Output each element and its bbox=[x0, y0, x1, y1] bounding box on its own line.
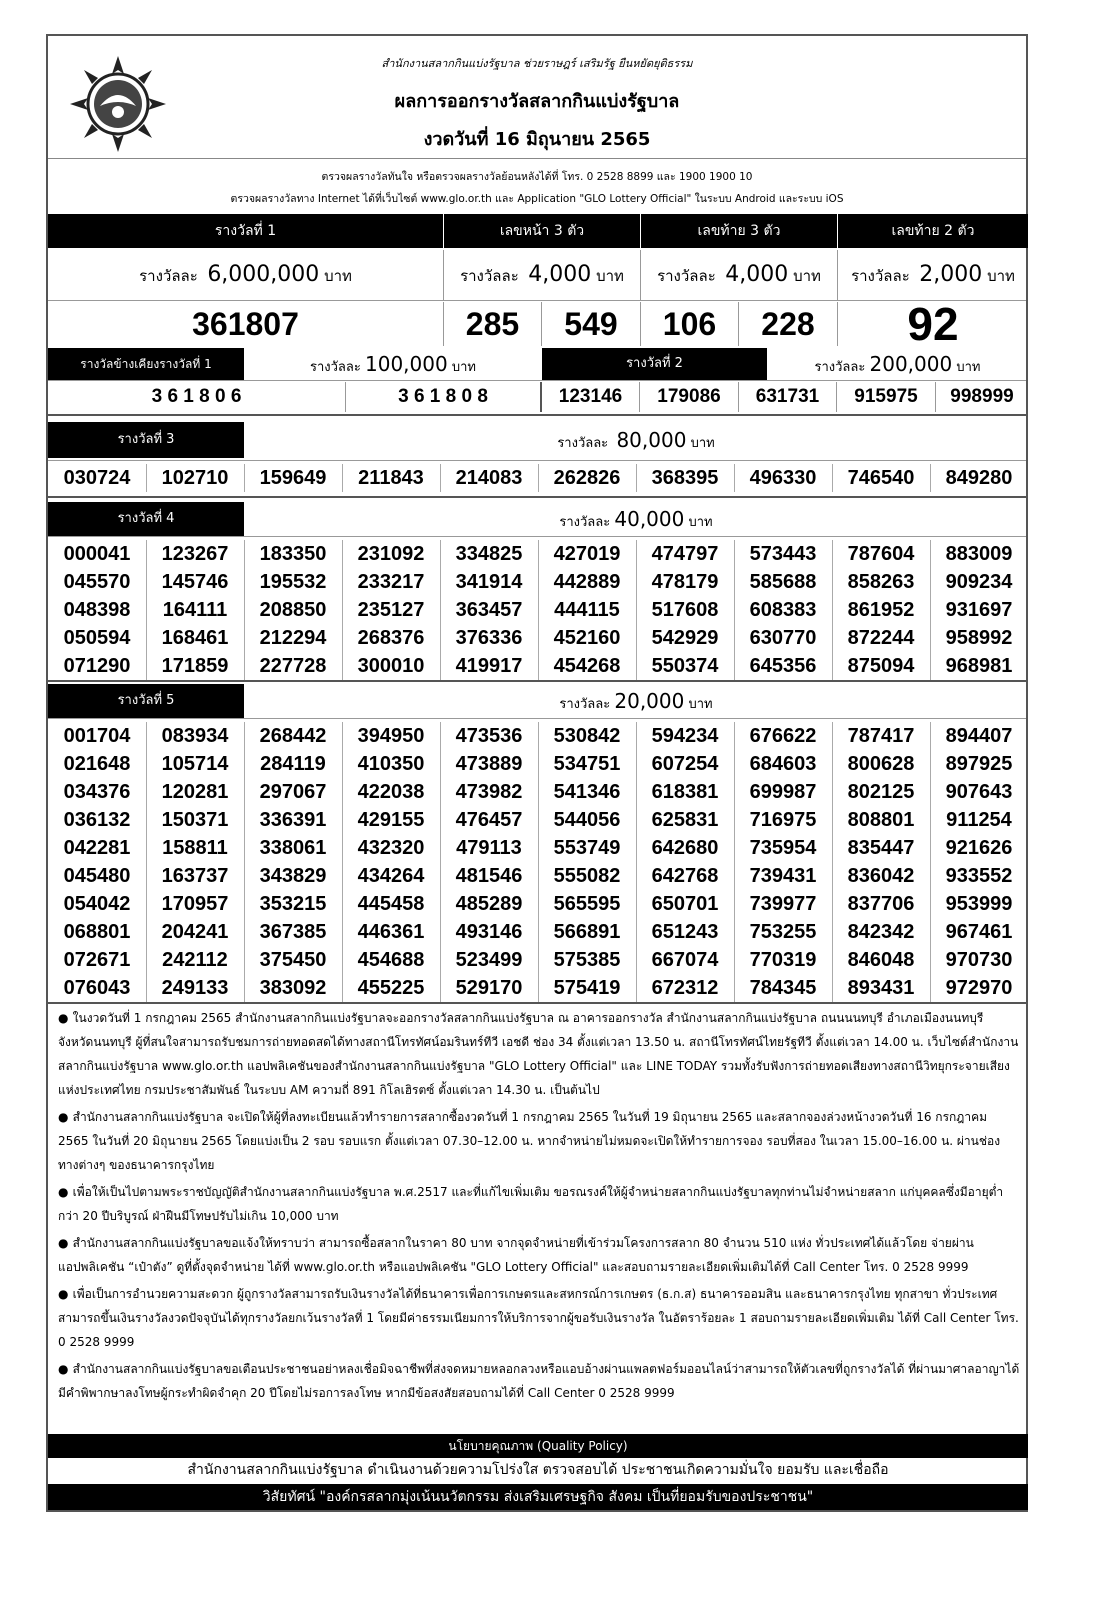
fifth-prize-grid bbox=[48, 722, 1030, 1002]
prize-number: 001704 bbox=[63, 725, 131, 747]
lottery-result-sheet bbox=[46, 34, 1028, 1512]
prize-number: 911254 bbox=[946, 809, 1012, 831]
prize-number: 485289 bbox=[455, 893, 523, 915]
prize-number: 699987 bbox=[749, 781, 817, 803]
prize-number: 427019 bbox=[553, 543, 621, 565]
prize-number: 363457 bbox=[455, 599, 523, 621]
prize-number: 607254 bbox=[651, 753, 719, 775]
prize-number: 573443 bbox=[749, 543, 817, 565]
prize-number: 068801 bbox=[63, 921, 131, 943]
prize-number: 454688 bbox=[357, 949, 425, 971]
prize-number: 262826 bbox=[553, 467, 621, 489]
prize-row bbox=[48, 722, 1030, 750]
prize-number: 565595 bbox=[553, 893, 621, 915]
prize-row bbox=[48, 974, 1030, 1002]
fifth-prize-label: รางวัลที่ 5 bbox=[48, 684, 244, 718]
prize-number: 970730 bbox=[945, 949, 1013, 971]
grid-divider bbox=[832, 540, 833, 680]
back3-number-2: 228 bbox=[739, 302, 838, 346]
prize-number: 846048 bbox=[847, 949, 915, 971]
prize-number: 235127 bbox=[357, 599, 425, 621]
note-item bbox=[58, 1231, 1020, 1279]
prize-number: 523499 bbox=[455, 949, 523, 971]
prize-number: 334825 bbox=[455, 543, 523, 565]
draw-date: งวดวันที่ 16 มิถุนายน 2565 bbox=[423, 129, 651, 150]
prize-number: 368395 bbox=[651, 467, 719, 489]
prize-number: 530842 bbox=[553, 725, 621, 747]
grid-divider bbox=[538, 722, 539, 1002]
prize-number: 036132 bbox=[63, 809, 131, 831]
prize-number: 442889 bbox=[553, 571, 621, 593]
divider bbox=[48, 414, 1026, 416]
second-prize-number: 123146 bbox=[542, 382, 640, 412]
prize-number: 575385 bbox=[553, 949, 621, 971]
prize-number: 625831 bbox=[651, 809, 719, 831]
page-title: ผลการออกรางวัลสลากกินแบ่งรัฐบาล bbox=[394, 91, 680, 112]
prize-number: 048398 bbox=[63, 599, 131, 621]
prize-number: 367385 bbox=[259, 921, 327, 943]
bullet-icon: ● bbox=[58, 1110, 73, 1124]
prize-number: 493146 bbox=[455, 921, 523, 943]
prize-number: 204241 bbox=[161, 921, 229, 943]
prize-number: 454268 bbox=[553, 655, 621, 677]
prize-number: 383092 bbox=[259, 977, 327, 999]
prize-number: 872244 bbox=[847, 627, 915, 649]
prize-number: 452160 bbox=[553, 627, 621, 649]
near-first-number-1: 3 6 1 8 0 6 bbox=[48, 382, 346, 412]
prize-row bbox=[48, 806, 1030, 834]
first-prize-label: รางวัลที่ 1 bbox=[48, 214, 444, 248]
prize-number: 541346 bbox=[553, 781, 621, 803]
prize-number: 650701 bbox=[651, 893, 719, 915]
prize-number: 496330 bbox=[749, 467, 817, 489]
grid-divider bbox=[636, 540, 637, 680]
note-text: สำนักงานสลากกินแบ่งรัฐบาล จะเปิดให้ผู้ที่ลงทะเบียนแล้วทำรายการสลากซื้องวดวันที่ 1 กรกฎาคม 2565 ในวันที่ 19 มิถุนายน 2565 และสลากจองล่วงหน้างวดวันที่ 16 กรกฎาคม 2565 ในวันที่ 20 มิถุนายน 2565 โดยแบ่งเป็น 2 รอบ รอบแรก ตั้งแต่เวลา 07.30–12.00 น. หากจำหน่ายไม่หมดจะเปิดให้ทำรายการจอง รอบที่สอง ในเวลา 15.00–16.00 น. ผ่านช่องทางต่างๆ ของธนาคารกรุงไทย bbox=[58, 1110, 1001, 1172]
first-prize-amount: รางวัลละ 6,000,000 บาท bbox=[48, 250, 444, 300]
grid-divider bbox=[930, 722, 931, 1002]
prize-number: 083934 bbox=[161, 725, 229, 747]
prize-row bbox=[48, 568, 1030, 596]
divider bbox=[48, 680, 1026, 682]
note-item bbox=[58, 1282, 1020, 1354]
prize-number: 476457 bbox=[455, 809, 523, 831]
divider bbox=[48, 496, 1026, 498]
note-item bbox=[58, 1180, 1020, 1228]
prize-number: 045480 bbox=[63, 865, 131, 887]
grid-divider bbox=[146, 540, 147, 680]
note-item bbox=[58, 1105, 1020, 1177]
divider bbox=[48, 718, 1026, 719]
second-prize-number: 179086 bbox=[640, 382, 739, 412]
prize-number: 479113 bbox=[456, 837, 522, 859]
note-text: เพื่อเป็นการอำนวยความสะดวก ผู้ถูกรางวัลสามารถรับเงินรางวัลได้ที่ธนาคารเพื่อการเกษตรและสหกรณ์การเกษตร (ธ.ก.ส) ธนาคารออมสิน และธนาคารกรุงไทย ทุกสาขา ทั่วประเทศ สามารถขึ้นเงินรางวัลงวดปัจจุบันได้ทุกรางวัลยกเว้นรางวัลที่ 1 โดยมีค่าธรรมเนียมการให้บริการจากผู้ขอรับเงินรางวัล ในอัตราร้อยละ 1 สอบถามรายละเอียดเพิ่มเติม ได้ที่ Call Center โทร. 0 2528 9999 bbox=[58, 1287, 1019, 1349]
check-phone-text: ตรวจผลรางวัลทันใจ หรือตรวจผลรางวัลย้อนหลังได้ที่ โทร. 0 2528 8899 และ 1900 1900 10 bbox=[321, 171, 753, 183]
prize-number: 195532 bbox=[259, 571, 327, 593]
grid-divider bbox=[342, 464, 343, 492]
prize-row bbox=[48, 918, 1030, 946]
prize-number: 893431 bbox=[847, 977, 915, 999]
prize-number: 753255 bbox=[749, 921, 817, 943]
prize-number: 376336 bbox=[455, 627, 523, 649]
bullet-icon: ● bbox=[58, 1185, 73, 1199]
prize-number: 897925 bbox=[945, 753, 1013, 775]
prize-number: 145746 bbox=[161, 571, 229, 593]
note-text: ในงวดวันที่ 1 กรกฎาคม 2565 สำนักงานสลากกินแบ่งรัฐบาลจะออกรางวัลสลากกินแบ่งรัฐบาล ณ อาคารออกรางวัล สำนักงานสลากกินแบ่งรัฐบาล ถนนนนทบุรี อำเภอเมืองนนทบุรี จังหวัดนนทบุรี ผู้ที่สนใจสามารถรับชมการถ่ายทอดสดได้ทางสถานีโทรทัศน์อมรินทร์ทีวี เอชดี ช่อง 34 ตั้งแต่เวลา 13.50 น. สถานีโทรทัศน์ไทยรัฐทีวี ตั้งแต่เวลา 14.00 น. เว็บไซต์สำนักงานสลากกินแบ่งรัฐบาล www.glo.or.th แอปพลิเคชันของสำนักงานสลากกินแบ่งรัฐบาล "GLO Lottery Official" และ LINE TODAY รวมทั้งรับฟังการถ่ายทอดเสียงทางสถานีวิทยุกระจายเสียงแห่งประเทศไทย กรมประชาสัมพันธ์ ในระบบ AM ความถี่ 891 กิโลเฮิรตซ์ ตั้งแต่เวลา 14.30 น. เป็นต้นไป bbox=[58, 1011, 1019, 1097]
prize-number: 375450 bbox=[259, 949, 327, 971]
prize-number: 212294 bbox=[259, 627, 327, 649]
prize-number: 784345 bbox=[749, 977, 817, 999]
prize-number: 159649 bbox=[259, 467, 327, 489]
divider bbox=[48, 1002, 1026, 1004]
prize-number: 030724 bbox=[63, 467, 131, 489]
grid-divider bbox=[244, 722, 245, 1002]
prize-number: 168461 bbox=[161, 627, 229, 649]
org-motto: สำนักงานสลากกินแบ่งรัฐบาล ช่วยราษฎร์ เสริมรัฐ ยืนหยัดยุติธรรม bbox=[381, 57, 693, 70]
divider bbox=[48, 536, 1026, 537]
second-prize-number: 631731 bbox=[739, 382, 837, 412]
prize-number: 341914 bbox=[455, 571, 523, 593]
prize-number: 034376 bbox=[63, 781, 131, 803]
prize-number: 071290 bbox=[63, 655, 131, 677]
prize-number: 555082 bbox=[553, 865, 621, 887]
grid-divider bbox=[342, 722, 343, 1002]
note-item bbox=[58, 1006, 1020, 1102]
front3-number-2: 549 bbox=[542, 302, 641, 346]
grid-divider bbox=[146, 722, 147, 1002]
prize-number: 770319 bbox=[749, 949, 817, 971]
prize-number: 645356 bbox=[749, 655, 817, 677]
prize-number: 481546 bbox=[455, 865, 523, 887]
prize-number: 746540 bbox=[847, 467, 915, 489]
prize-number: 883009 bbox=[945, 543, 1013, 565]
fourth-prize-label: รางวัลที่ 4 bbox=[48, 502, 244, 536]
prize-number: 170957 bbox=[161, 893, 229, 915]
prize-number: 233217 bbox=[357, 571, 425, 593]
prize-number: 672312 bbox=[651, 977, 719, 999]
second-prize-numbers bbox=[542, 382, 1028, 412]
prize-number: 042281 bbox=[63, 837, 131, 859]
note-item bbox=[58, 1357, 1020, 1405]
grid-divider bbox=[146, 464, 147, 492]
prize-row bbox=[48, 464, 1030, 492]
prize-number: 608383 bbox=[749, 599, 817, 621]
prize-number: 410350 bbox=[357, 753, 425, 775]
prize-number: 907643 bbox=[945, 781, 1013, 803]
bullet-icon: ● bbox=[58, 1236, 73, 1250]
prize-number: 894407 bbox=[945, 725, 1013, 747]
near-first-label: รางวัลข้างเคียงรางวัลที่ 1 bbox=[48, 348, 244, 380]
grid-divider bbox=[636, 722, 637, 1002]
prize-number: 054042 bbox=[63, 893, 131, 915]
prize-number: 353215 bbox=[259, 893, 327, 915]
prize-number: 072671 bbox=[63, 949, 131, 971]
prize-row bbox=[48, 862, 1030, 890]
prize-number: 455225 bbox=[357, 977, 425, 999]
fourth-prize-grid bbox=[48, 540, 1030, 680]
second-prize-number: 915975 bbox=[837, 382, 936, 412]
prize-number: 419917 bbox=[455, 655, 523, 677]
prize-number: 909234 bbox=[945, 571, 1013, 593]
prize-number: 739977 bbox=[749, 893, 817, 915]
check-internet-text: ตรวจผลรางวัลทาง Internet ได้ที่เว็บไซต์ www.glo.or.th และ Application "GLO Lottery Official" ในระบบ Android และระบบ iOS bbox=[230, 193, 844, 205]
prize-number: 300010 bbox=[357, 655, 425, 677]
prize-number: 208850 bbox=[259, 599, 327, 621]
prize-number: 249133 bbox=[161, 977, 229, 999]
prize-number: 967461 bbox=[945, 921, 1013, 943]
prize-row bbox=[48, 750, 1030, 778]
prize-number: 849280 bbox=[945, 467, 1013, 489]
prize-number: 676622 bbox=[749, 725, 817, 747]
quality-policy-label: นโยบายคุณภาพ (Quality Policy) bbox=[48, 1434, 1028, 1458]
second-prize-label: รางวัลที่ 2 bbox=[542, 348, 767, 380]
bullet-icon: ● bbox=[58, 1362, 73, 1376]
prize-number: 171859 bbox=[161, 655, 229, 677]
prize-number: 284119 bbox=[260, 753, 326, 775]
prize-number: 123267 bbox=[161, 543, 229, 565]
back3-amount: รางวัลละ 4,000 บาท bbox=[641, 250, 838, 300]
third-prize-grid bbox=[48, 464, 1030, 494]
prize-number: 837706 bbox=[847, 893, 915, 915]
prize-number: 338061 bbox=[259, 837, 327, 859]
prize-row bbox=[48, 778, 1030, 806]
prize-number: 630770 bbox=[749, 627, 817, 649]
prize-number: 529170 bbox=[455, 977, 523, 999]
prize-number: 163737 bbox=[161, 865, 229, 887]
grid-divider bbox=[244, 464, 245, 492]
grid-divider bbox=[440, 722, 441, 1002]
prize-number: 787417 bbox=[847, 725, 915, 747]
prize-number: 000041 bbox=[63, 543, 131, 565]
grid-divider bbox=[832, 722, 833, 1002]
prize-number: 434264 bbox=[357, 865, 425, 887]
prize-number: 422038 bbox=[357, 781, 425, 803]
prize-number: 478179 bbox=[651, 571, 719, 593]
third-prize-amount: รางวัลละ 80,000 บาท bbox=[557, 428, 715, 452]
back2-number: 92 bbox=[907, 298, 959, 350]
prize-number: 566891 bbox=[553, 921, 621, 943]
note-text: สำนักงานสลากกินแบ่งรัฐบาลขอเตือนประชาชนอย่าหลงเชื่อมิจฉาชีพที่ส่งจดหมายหลอกลวงหรือแอบอ้างผ่านแพลตฟอร์มออนไลน์ว่าสามารถให้ตัวเลขที่ถูกรางวัลได้ ที่ผ่านมาศาลอาญาได้มีคำพิพากษาลงโทษผู้กระทำผิดจำคุก 20 ปีโดยไม่รอการลงโทษ หากมีข้อสงสัยสอบถามได้ที่ Call Center 0 2528 9999 bbox=[58, 1362, 1020, 1400]
prize-number: 544056 bbox=[553, 809, 621, 831]
prize-number: 858263 bbox=[847, 571, 915, 593]
prize-number: 875094 bbox=[847, 655, 915, 677]
prize-number: 550374 bbox=[651, 655, 719, 677]
grid-divider bbox=[832, 464, 833, 492]
prize-number: 534751 bbox=[553, 753, 621, 775]
prize-number: 214083 bbox=[455, 467, 523, 489]
prize-number: 211843 bbox=[358, 467, 424, 489]
prize-number: 716975 bbox=[749, 809, 817, 831]
prize-number: 953999 bbox=[945, 893, 1013, 915]
note-text: เพื่อให้เป็นไปตามพระราชบัญญัติสำนักงานสลากกินแบ่งรัฐบาล พ.ศ.2517 และที่แก้ไขเพิ่มเติม ขอรณรงค์ให้ผู้จำหน่ายสลากกินแบ่งรัฐบาลทุกท่านไม่จำหน่ายสลาก แก่บุคคลซึ่งมีอายุต่ำกว่า 20 ปีบริบูรณ์ ฝ่าฝืนมีโทษปรับไม่เกิน 10,000 บาท bbox=[58, 1185, 1004, 1223]
back3-label: เลขท้าย 3 ตัว bbox=[641, 214, 838, 248]
grid-divider bbox=[734, 722, 735, 1002]
prize-number: 158811 bbox=[162, 837, 228, 859]
back3-number-1: 106 bbox=[641, 302, 739, 346]
announcement-notes bbox=[58, 1006, 1020, 1408]
prize-number: 618381 bbox=[651, 781, 719, 803]
prize-number: 183350 bbox=[259, 543, 327, 565]
prize-number: 933552 bbox=[945, 865, 1013, 887]
divider bbox=[48, 460, 1026, 461]
prize-number: 045570 bbox=[63, 571, 131, 593]
grid-divider bbox=[244, 540, 245, 680]
prize-number: 432320 bbox=[357, 837, 425, 859]
prize-number: 150371 bbox=[161, 809, 229, 831]
prize-number: 105714 bbox=[161, 753, 229, 775]
prize-row bbox=[48, 890, 1030, 918]
first-prize-number: 361807 bbox=[48, 302, 444, 346]
prize-number: 473536 bbox=[455, 725, 523, 747]
prize-number: 861952 bbox=[847, 599, 915, 621]
prize-number: 735954 bbox=[749, 837, 817, 859]
second-prize-amount: รางวัลละ 200,000 บาท bbox=[814, 352, 981, 376]
prize-number: 808801 bbox=[847, 809, 915, 831]
third-prize-label: รางวัลที่ 3 bbox=[48, 422, 244, 458]
grid-divider bbox=[734, 464, 735, 492]
prize-number: 968981 bbox=[945, 655, 1013, 677]
prize-number: 802125 bbox=[847, 781, 915, 803]
grid-divider bbox=[342, 540, 343, 680]
prize-number: 958992 bbox=[945, 627, 1013, 649]
grid-divider bbox=[636, 464, 637, 492]
prize-number: 473889 bbox=[455, 753, 523, 775]
prize-number: 164111 bbox=[162, 599, 228, 621]
prize-number: 445458 bbox=[357, 893, 425, 915]
note-text: สำนักงานสลากกินแบ่งรัฐบาลขอแจ้งให้ทราบว่า สามารถซื้อสลากในราคา 80 บาท จากจุดจำหน่ายที่เข้าร่วมโครงการสลาก 80 จำนวน 510 แห่ง ทั่วประเทศได้แล้วโดย จ่ายผ่านแอปพลิเคชัน “เป๋าตัง” ดูที่ตั้งจุดจำหน่าย ได้ที่ www.glo.or.th หรือแอปพลิเคชัน "GLO Lottery Official" และสอบถามรายละเอียดเพิ่มเติมได้ที่ Call Center โทร. 0 2528 9999 bbox=[58, 1236, 974, 1274]
bullet-icon: ● bbox=[58, 1011, 73, 1025]
prize-number: 021648 bbox=[63, 753, 131, 775]
quality-policy-text: สำนักงานสลากกินแบ่งรัฐบาล ดำเนินงานด้วยความโปร่งใส ตรวจสอบได้ ประชาชนเกิดความมั่นใจ ยอมรับ และเชื่อถือ bbox=[187, 1462, 889, 1478]
near-first-number-2: 3 6 1 8 0 8 bbox=[346, 382, 542, 412]
grid-divider bbox=[440, 464, 441, 492]
prize-number: 575419 bbox=[553, 977, 621, 999]
back2-label: เลขท้าย 2 ตัว bbox=[838, 214, 1028, 248]
prize-number: 842342 bbox=[847, 921, 915, 943]
grid-divider bbox=[734, 540, 735, 680]
prize-number: 517608 bbox=[651, 599, 719, 621]
prize-number: 642768 bbox=[651, 865, 719, 887]
prize-number: 972970 bbox=[945, 977, 1013, 999]
grid-divider bbox=[930, 464, 931, 492]
prize-number: 667074 bbox=[651, 949, 719, 971]
prize-number: 268442 bbox=[259, 725, 327, 747]
prize-number: 836042 bbox=[847, 865, 915, 887]
fourth-prize-amount: รางวัลละ 40,000 บาท bbox=[559, 507, 713, 531]
prize-number: 242112 bbox=[162, 949, 228, 971]
back2-amount: รางวัลละ 2,000 บาท bbox=[851, 262, 1015, 287]
prize-number: 835447 bbox=[847, 837, 915, 859]
divider bbox=[48, 380, 1026, 381]
prize-number: 444115 bbox=[554, 599, 620, 621]
prize-number: 102710 bbox=[161, 467, 229, 489]
prize-number: 429155 bbox=[357, 809, 425, 831]
prize-row bbox=[48, 624, 1030, 652]
front3-number-1: 285 bbox=[444, 302, 542, 346]
prize-number: 050594 bbox=[63, 627, 131, 649]
divider bbox=[48, 158, 1026, 159]
prize-number: 542929 bbox=[651, 627, 719, 649]
prize-number: 394950 bbox=[357, 725, 425, 747]
prize-number: 931697 bbox=[945, 599, 1013, 621]
bullet-icon: ● bbox=[58, 1287, 73, 1301]
prize-row bbox=[48, 596, 1030, 624]
prize-row bbox=[48, 540, 1030, 568]
prize-row bbox=[48, 946, 1030, 974]
prize-number: 800628 bbox=[847, 753, 915, 775]
prize-number: 921626 bbox=[945, 837, 1013, 859]
fifth-prize-amount: รางวัลละ 20,000 บาท bbox=[559, 689, 713, 713]
grid-divider bbox=[930, 540, 931, 680]
prize-number: 120281 bbox=[161, 781, 229, 803]
grid-divider bbox=[440, 540, 441, 680]
prize-number: 227728 bbox=[259, 655, 327, 677]
prize-number: 684603 bbox=[749, 753, 817, 775]
prize-number: 336391 bbox=[259, 809, 327, 831]
near-first-amount: รางวัลละ 100,000 บาท bbox=[310, 352, 476, 376]
prize-number: 642680 bbox=[651, 837, 719, 859]
prize-number: 297067 bbox=[259, 781, 327, 803]
grid-divider bbox=[538, 540, 539, 680]
front3-label: เลขหน้า 3 ตัว bbox=[444, 214, 641, 248]
prize-number: 787604 bbox=[847, 543, 915, 565]
prize-number: 553749 bbox=[553, 837, 621, 859]
prize-number: 076043 bbox=[63, 977, 131, 999]
prize-number: 739431 bbox=[749, 865, 817, 887]
prize-number: 473982 bbox=[455, 781, 523, 803]
prize-number: 651243 bbox=[651, 921, 719, 943]
grid-divider bbox=[538, 464, 539, 492]
prize-number: 231092 bbox=[357, 543, 425, 565]
prize-row bbox=[48, 834, 1030, 862]
prize-row bbox=[48, 652, 1030, 680]
front3-amount: รางวัลละ 4,000 บาท bbox=[444, 250, 641, 300]
prize-number: 343829 bbox=[259, 865, 327, 887]
prize-number: 474797 bbox=[651, 543, 719, 565]
vision-statement: วิสัยทัศน์ "องค์กรสลากมุ่งเน้นนวัตกรรม ส่งเสริมเศรษฐกิจ สังคม เป็นที่ยอมรับของประชาชน" bbox=[48, 1484, 1028, 1510]
prize-number: 268376 bbox=[357, 627, 425, 649]
second-prize-number: 998999 bbox=[950, 386, 1014, 407]
prize-number: 446361 bbox=[357, 921, 425, 943]
prize-number: 594234 bbox=[651, 725, 719, 747]
prize-number: 585688 bbox=[749, 571, 817, 593]
